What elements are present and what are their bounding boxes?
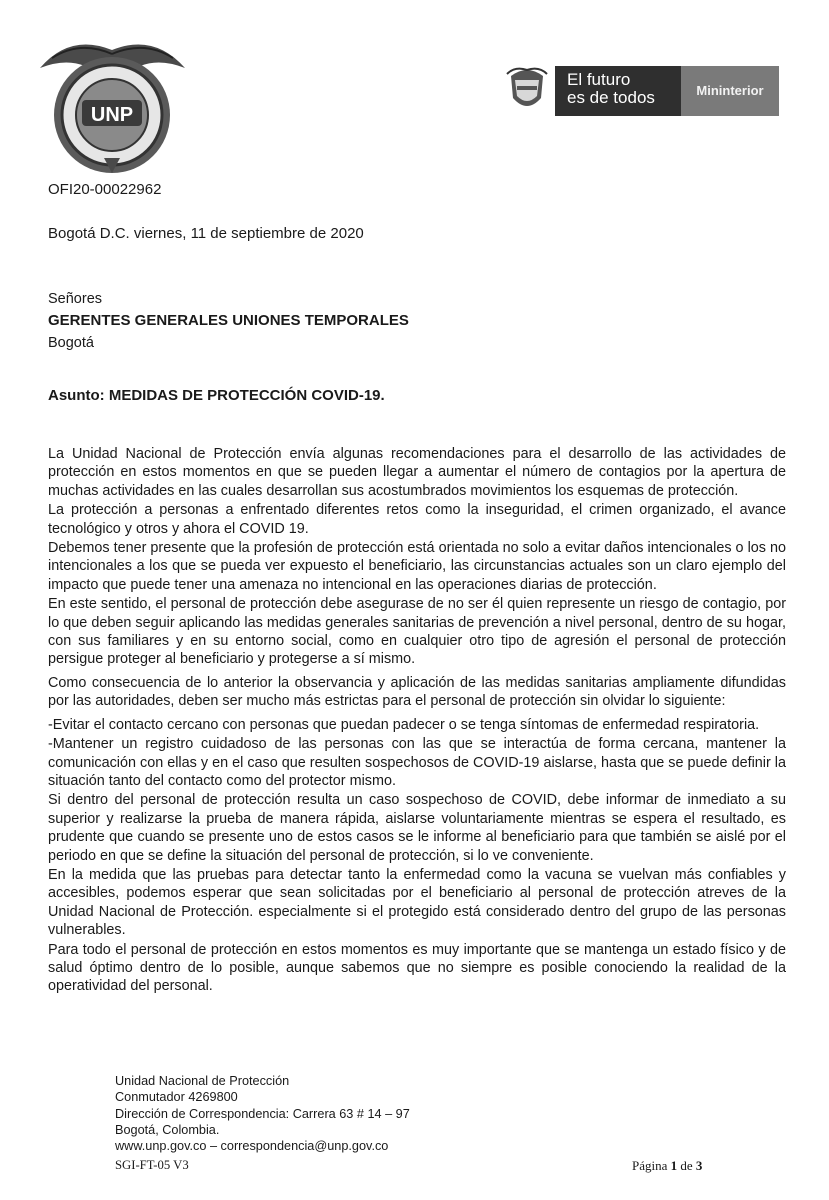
unp-logo xyxy=(30,28,195,178)
salutation: Señores xyxy=(48,291,103,307)
page-number xyxy=(632,1158,702,1174)
footer-city: Bogotá, Colombia. xyxy=(115,1122,220,1137)
colombia-shield-icon xyxy=(505,64,549,116)
paragraph: Debemos tener presente que la profesión de protección está orientada no solo a evitar daños intencionales o los no intencionales a los que se pueda ver expuesto el beneficiario, las circunstancias actuales son un claro ejemplo del impacto que puede tener una amenaza no intencional en las operaciones diarias de protección. xyxy=(48,540,786,593)
addressee-block xyxy=(48,288,409,354)
paragraph: La protección a personas a enfrentado diferentes retos como la inseguridad, el crimen organizado, el avance tecnológico y otros y ahora el COVID 19. xyxy=(48,502,786,537)
paragraph: Para todo el personal de protección en estos momentos es muy importante que se mantenga un estado físico y de salud óptimo dentro de lo posible, aunque sabemos que no siempre es posible conociendo la realidad de la operatividad del personal. xyxy=(48,941,786,995)
page-prefix: Página xyxy=(632,1158,668,1173)
date-line: Bogotá D.C. viernes, 11 de septiembre de 2020 xyxy=(48,225,364,242)
government-brand xyxy=(505,62,780,122)
subject-line: Asunto: MEDIDAS DE PROTECCIÓN COVID-19. xyxy=(48,387,385,404)
recipient-city: Bogotá xyxy=(48,335,94,351)
footer-web: www.unp.gov.co – correspondencia@unp.gov.co xyxy=(115,1139,389,1154)
paragraph: -Mantener un registro cuidadoso de las personas con las que se interactúa de forma cercana, mantener la comunicación con ellas y en el caso que resulten sospechosos de COVID-19 aislarse, hasta que se puede definir la situación tanto del contacto como del protector mismo. xyxy=(48,736,786,789)
paragraph: La Unidad Nacional de Protección envía algunas recomendaciones para el desarrollo de las actividades de protección en estos momentos en que se pueden llegar a aumentar el número de contagios por la apertura de muchas actividades en las cuales desarrollan sus acostumbrados movimientos los esquemas de protección. xyxy=(48,446,786,499)
paragraph: En la medida que las pruebas para detectar tanto la enfermedad como la vacuna se vuelvan más confiables y accesibles, podemos esperar que sean solicitadas por el beneficiario al personal de protección atreves de la Unidad Nacional de Protección. especialmente si el protegido está considerado dentro del grupo de las personas vulnerables. xyxy=(48,866,786,939)
unp-seal-icon xyxy=(30,28,195,178)
paragraph: Como consecuencia de lo anterior la observancia y aplicación de las medidas sanitarias ampliamente difundidas por las autoridades, deben ser mucho más estrictas para el personal de protección sin olvidar lo siguiente: xyxy=(48,674,786,710)
letter-body xyxy=(48,445,786,997)
svg-text:UNP: UNP xyxy=(90,104,134,126)
footer-phone: Conmutador 4269800 xyxy=(115,1090,238,1105)
page-of: de xyxy=(680,1158,693,1173)
footer-contact xyxy=(115,1073,410,1154)
ministry-label: Mininterior xyxy=(681,66,779,116)
footer-address: Dirección de Correspondencia: Carrera 63 # 14 – 97 xyxy=(115,1106,410,1121)
paragraph: Si dentro del personal de protección resulta un caso sospechoso de COVID, debe informar de inmediato a su superior y realizarse la prueba de manera rápida, aislarse voluntariamente mientras se espera el resultado, es prudente que cuando se presente uno de estos casos se le informe al beneficiario para que también se aislé por el periodo en que se define la situación del personal de protección, si lo ve conveniente. xyxy=(48,792,786,864)
form-code: SGI-FT-05 V3 xyxy=(115,1158,189,1172)
gov-slogan-line1: El futuro xyxy=(567,70,631,89)
paragraph: En este sentido, el personal de protección debe asegurase de no ser él quien represente un riesgo de contagio, por lo que deben seguir aplicando las medidas generales sanitarias de prevención a nivel personal, dentro de su hogar, con sus familiares y en su entorno social, como en cualquier otro tipo de agresión el personal de protección persigue proteger al beneficiario y protegerse a sí mismo. xyxy=(48,596,786,668)
paragraph: -Evitar el contacto cercano con personas que puedan padecer o se tenga síntomas de enfermedad respiratoria. xyxy=(48,716,760,733)
gov-slogan-line2: es de todos xyxy=(567,88,655,107)
recipient: GERENTES GENERALES UNIONES TEMPORALES xyxy=(48,312,409,329)
footer-org: Unidad Nacional de Protección xyxy=(115,1074,290,1088)
reference-number: OFI20-00022962 xyxy=(48,181,162,198)
page-current: 1 xyxy=(670,1158,678,1173)
page-total: 3 xyxy=(695,1158,703,1173)
gov-slogan xyxy=(555,66,681,116)
